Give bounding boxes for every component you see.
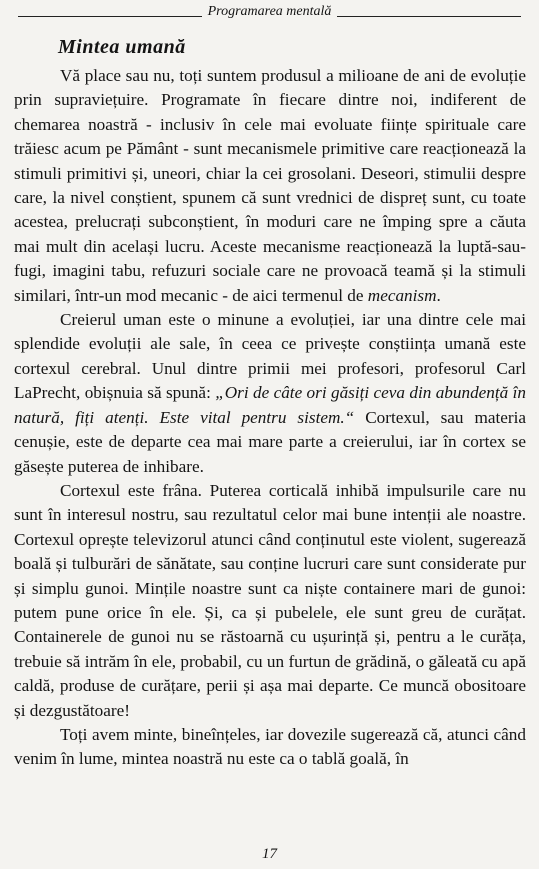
paragraph-3 [14,479,526,723]
paragraph-emphasis: mecanism [367,285,437,305]
section-title: Mintea umană [58,36,186,58]
paragraph-tail: . [436,285,441,305]
body-text [14,64,526,772]
paragraph-4 [14,723,526,772]
paragraph-2 [14,308,526,479]
running-header [18,4,521,20]
page-number: 17 [262,846,277,862]
running-title: Programarea mentală [207,4,332,19]
header-rule-left [18,16,202,17]
paragraph-text: Cortexul este frâna. Puterea corticală inhibă impulsurile care nu sunt în interesul nostru, sau rezultatul celor mai bune intenții ale noastre. Cortexul oprește televizorul atunci când conținutul este violent, sugerează boală și tulburări de sănătate, sau conține lucruri care sunt considerate pur și simplu gunoi. Mințile noastre sunt ca niște containere mari de gunoi: putem pune orice în ele. Și, ca și pubelele, ele sunt greu de curățat. Containerele de gunoi nu se răstoarnă cu ușurință și, pentru a le curăța, trebuie să intrăm în ele, probabil, cu un furtun de grădină, o găleată cu apă caldă, produse de curățare, perii și așa mai departe. Ce muncă obositoare și dezgustătoare! [14,480,526,720]
paragraph-text: Vă place sau nu, toți suntem produsul a milioane de ani de evoluție prin supraviețuire. Programate în fiecare dintre noi, indiferent de chemarea noastră - inclusiv în cele mai evoluate ființe spirituale care trăiesc acum pe Pământ - sunt mecanismele primitive care reacționează la stimuli primitivi și, uneori, chiar la cei grosolani. Deseori, stimulii despre care, la nivel conștient, spunem că sunt vrednici de dispreț sunt, cu toate acestea, prelucrați subconștient, în moduri care ne împing spre a căuta mai mult din același lucru. Aceste mecanisme reacționează la luptă-sau-fugi, imagini tabu, refuzuri sociale care ne provoacă teamă și la stimuli similari, într-un mod mecanic - de aici termenul de [14,66,526,305]
header-rule-right [337,16,521,17]
paragraph-text: Toți avem minte, bineînțeles, iar dovezile sugerează că, atunci când venim în lume, mintea noastră nu este ca o tablă goală, în [14,724,526,769]
paragraph-emphasis: „Ori de câte ori găsiți ceva din abundență în natură, fiți atenți. Este vital pentru sistem.“ [14,383,526,427]
paragraph-tail: Cortexul, sau materia cenușie, este de departe cea mai mare parte a creierului, iar în cortex se găsește puterea de inhibare. [14,407,526,476]
paragraph-1 [14,64,526,308]
paragraph-text: Creierul uman este o minune a evoluției, iar una dintre cele mai splendide evoluții ale sale, în ceea ce privește conștiința umană este cortexul cerebral. Unul dintre primii mei profesori, profesorul Carl LaPrecht, obișnuia să spună: [14,310,526,403]
